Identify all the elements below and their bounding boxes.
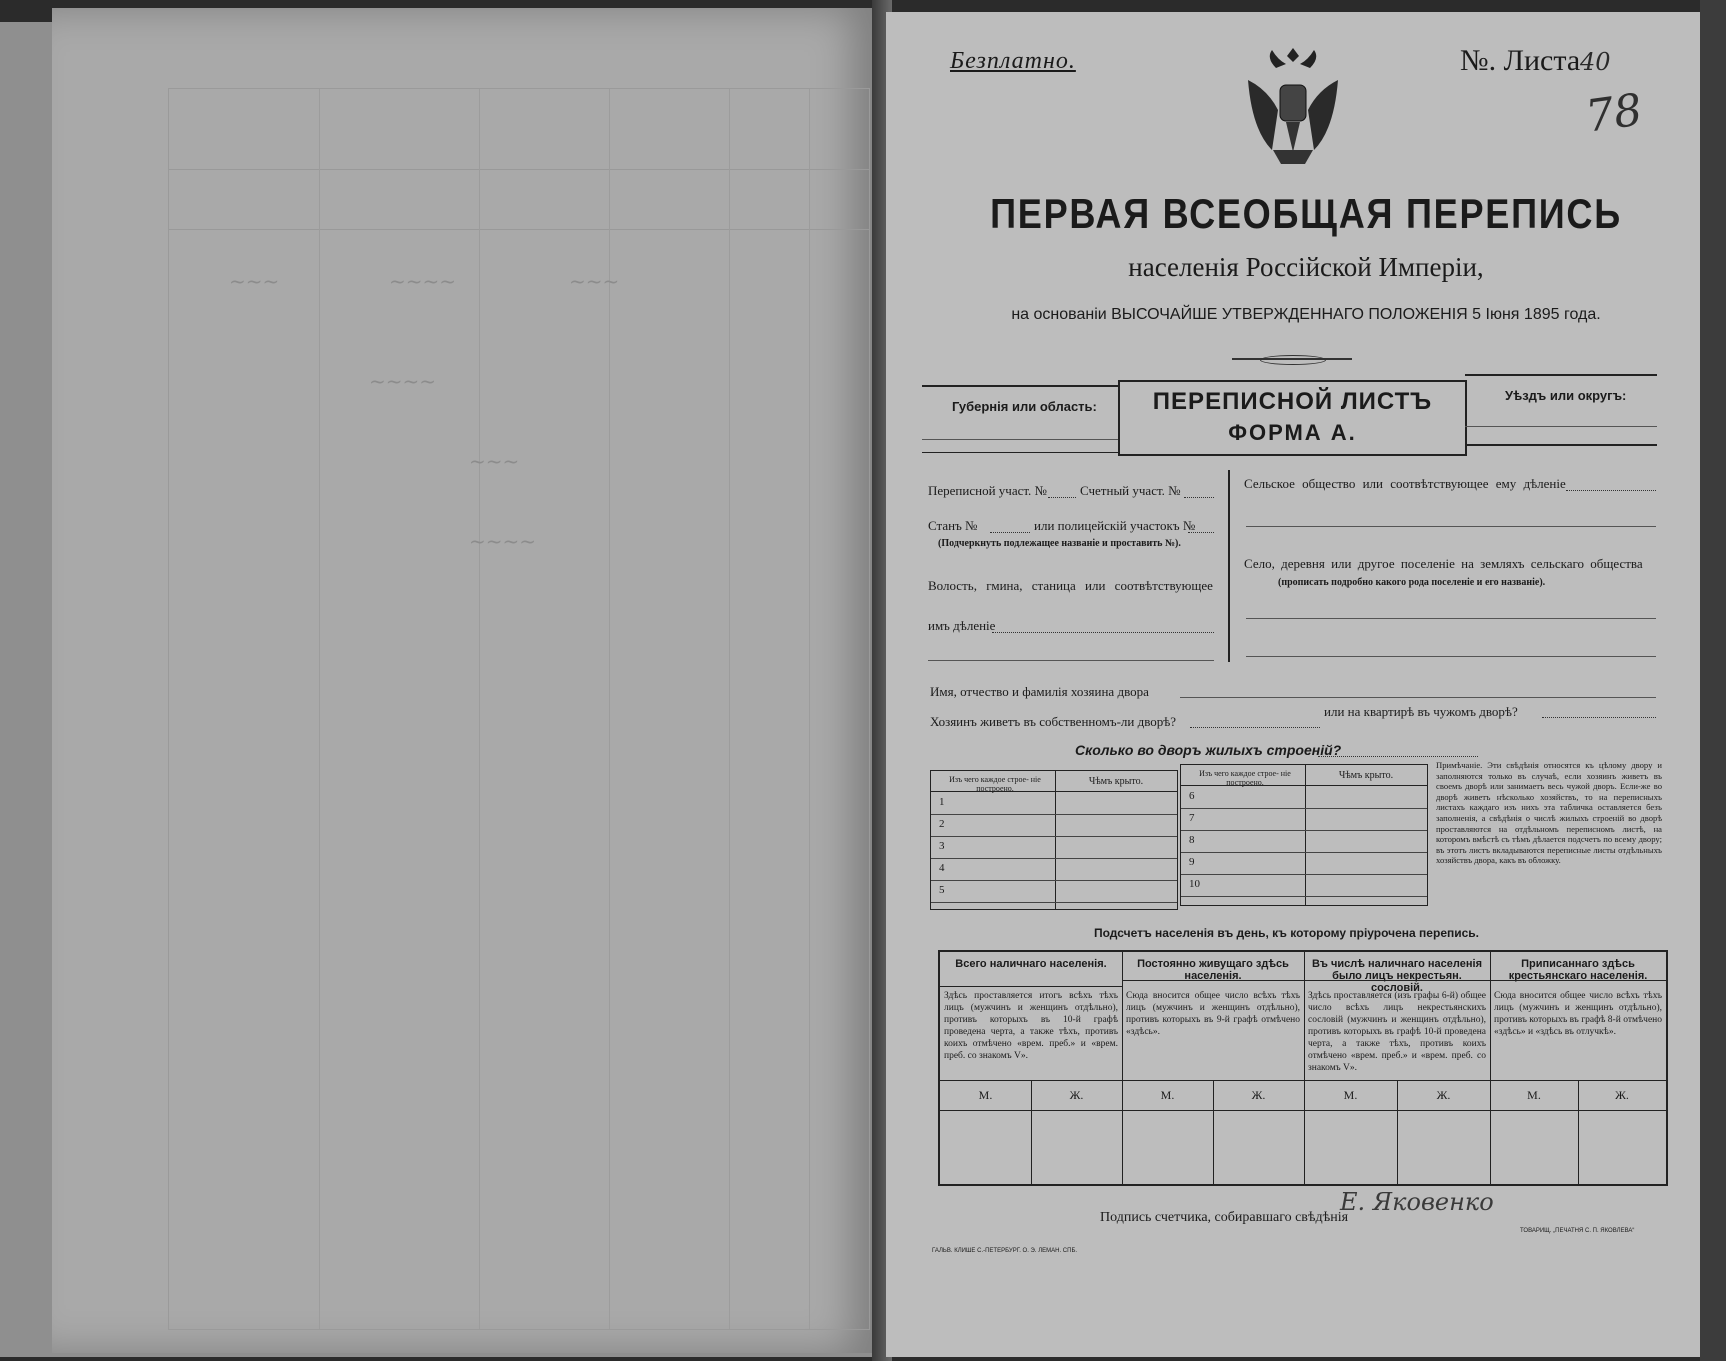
stan-label: Станъ № — [928, 518, 978, 533]
page-edge-right — [1700, 0, 1726, 1361]
col-roof-header-2: Чѣмъ крыто. — [1338, 770, 1394, 781]
building-row-number: 5 — [939, 884, 945, 896]
female-count-field[interactable] — [1033, 1114, 1120, 1180]
census-section-label: Переписной участ. № — [928, 483, 1047, 498]
population-column-title: Въ числѣ наличнаго населенія было лицъ некрестьян. сословій. — [1311, 958, 1482, 994]
female-column-label: Ж. — [1069, 1088, 1084, 1102]
form-title: ПЕРЕПИСНОЙ ЛИСТЪ — [1152, 388, 1433, 415]
female-count-field[interactable] — [1215, 1114, 1302, 1180]
district-label: Уѣздъ или округъ: — [1505, 388, 1627, 403]
building-row[interactable] — [1181, 853, 1427, 875]
buildings-field[interactable] — [1318, 756, 1478, 757]
building-row[interactable] — [1181, 875, 1427, 897]
count-section-label: Счетный участ. № — [1080, 483, 1181, 498]
male-count-field[interactable] — [1306, 1114, 1395, 1180]
location-divider — [1228, 470, 1230, 662]
police-label: или полицейскій участокъ № — [1034, 518, 1196, 533]
population-column-title: Постоянно живущаго здѣсь населенія. — [1137, 958, 1289, 982]
population-column — [1304, 952, 1491, 1184]
underline-note: (Подчеркнуть подлежащее названіе и проставить №). — [938, 538, 1181, 549]
population-column-desc: Здѣсь проставляется итогъ всѣхъ тѣхъ лицъ (мужчинъ и женщинъ отдѣльно), противъ которыхъ въ 10-й графѣ проведена черта, а также тѣхъ, противъ коихъ отмѣчено «врем. преб.» и «врем. преб. со знакомъ V». — [944, 991, 1118, 1061]
female-column-label: Ж. — [1436, 1088, 1451, 1102]
population-column-title: Приписаннаго здѣсь крестьянскаго населенія. — [1508, 958, 1648, 982]
male-count-field[interactable] — [942, 1114, 1029, 1180]
building-row[interactable] — [931, 793, 1177, 815]
population-column-desc: Сюда вносится общее число всѣхъ тѣхъ лицъ (мужчинъ и женщинъ отдѣльно), противъ которыхъ въ графѣ 8-й отмѣчено «здѣсь» и «здѣсь въ отлучкѣ». — [1494, 991, 1662, 1037]
volost-field[interactable] — [992, 632, 1214, 633]
population-column — [1122, 952, 1305, 1184]
building-row-number: 6 — [1189, 790, 1195, 802]
census-basis: на основаніи ВЫСОЧАЙШЕ УТВЕРЖДЕННАГО ПОЛОЖЕНІЯ 5 Іюня 1895 года. — [1011, 306, 1601, 323]
police-field[interactable] — [1188, 532, 1214, 533]
female-count-field[interactable] — [1580, 1114, 1664, 1180]
volost-label-2: имъ дѣленіе — [928, 618, 996, 633]
province-box — [922, 385, 1118, 453]
volost-field-2[interactable] — [928, 660, 1214, 661]
col-roof-header: Чѣмъ крыто. — [1088, 776, 1144, 787]
male-count-field[interactable] — [1124, 1114, 1211, 1180]
owner-name-label: Имя, отчество и фамилія хозяина двора — [930, 684, 1149, 699]
building-row[interactable] — [931, 815, 1177, 837]
printer-right: ТОВАРИЩ. „ПЕЧАТНЯ С. П. ЯКОВЛЕВА“ — [1520, 1228, 1635, 1234]
buildings-table-right — [1180, 764, 1428, 906]
rural-society-label: Сельское общество или соотвѣтствующее ему дѣленіе — [1244, 476, 1566, 491]
village-note: (прописать подробно какого рода поселеніе и его названіе). — [1278, 577, 1546, 588]
stan-field[interactable] — [990, 532, 1030, 533]
owner-name-field[interactable] — [1180, 697, 1656, 698]
printer-left: ГАЛЬВ. КЛИШЕ С.-ПЕТЕРБУРГ. О. Э. ЛЕМАН. СПБ. — [932, 1248, 1078, 1254]
imperial-eagle-emblem — [1228, 40, 1358, 170]
building-row[interactable] — [931, 881, 1177, 903]
or-rented-field[interactable] — [1542, 717, 1656, 718]
male-count-field[interactable] — [1492, 1114, 1576, 1180]
male-column-label: М. — [978, 1088, 993, 1102]
female-count-field[interactable] — [1399, 1114, 1488, 1180]
ornament-center — [1260, 355, 1326, 365]
village-field[interactable] — [1246, 618, 1656, 619]
building-row[interactable] — [1181, 787, 1427, 809]
sheet-label: №. Листа — [1460, 44, 1581, 77]
population-column-desc: Сюда вносится общее число всѣхъ тѣхъ лицъ (мужчинъ и женщинъ отдѣльно), противъ которыхъ въ 9-й графѣ отмѣчено «здѣсь». — [1126, 991, 1300, 1037]
building-row-number: 4 — [939, 862, 945, 874]
building-row-number: 7 — [1189, 812, 1195, 824]
buildings-table-left — [930, 770, 1178, 910]
population-column — [940, 952, 1123, 1184]
male-column-label: М. — [1343, 1088, 1358, 1102]
count-section-field[interactable] — [1184, 497, 1214, 498]
rural-society-field-2[interactable] — [1246, 526, 1656, 527]
signature-label: Подпись счетчика, собиравшаго свѣдѣнія — [1100, 1210, 1349, 1225]
building-row[interactable] — [931, 859, 1177, 881]
owner-lives-field[interactable] — [1190, 727, 1320, 728]
population-table — [938, 950, 1668, 1186]
building-row-number: 10 — [1189, 878, 1200, 890]
building-row-number: 3 — [939, 840, 945, 852]
left-page-ghost-form: ~~~ ~~~~ ~~~ ~~~~ ~~~ ~~~~ — [168, 88, 870, 1330]
form-type: ФОРМА А. — [1228, 420, 1357, 445]
population-heading: Подсчетъ населенія въ день, къ которому пріурочена перепись. — [1094, 926, 1479, 940]
building-row[interactable] — [1181, 831, 1427, 853]
col-material-header-2: Изъ чего каждое строе- ніе построено. — [1199, 769, 1291, 787]
female-column-label: Ж. — [1251, 1088, 1266, 1102]
form-title-box — [1118, 380, 1467, 456]
building-row-number: 8 — [1189, 834, 1195, 846]
male-column-label: М. — [1160, 1088, 1175, 1102]
volost-label: Волость, гмина, станица или соотвѣтствующее — [928, 578, 1213, 593]
population-column-desc: Здѣсь проставляется (изъ графы 6-й) общее число всѣхъ лицъ некрестьянскихъ сословій (мужчинъ и женщинъ отдѣльно), противъ которыхъ въ графѣ 10-й проведена черта, а также тѣхъ, противъ коихъ отмѣчено «врем. преб.» и «врем. преб. со знакомъ V». — [1308, 991, 1486, 1073]
or-rented-label: или на квартирѣ въ чужомъ дворѣ? — [1324, 704, 1518, 719]
owner-lives-label: Хозяинъ живетъ въ собственномъ-ли дворѣ? — [930, 714, 1177, 729]
census-subtitle: населенія Россійской Имперіи, — [1128, 252, 1484, 282]
rural-society-field[interactable] — [1566, 490, 1656, 491]
village-field-2[interactable] — [1246, 656, 1656, 657]
sheet-number-handwritten: 40 — [1580, 48, 1611, 76]
district-box — [1465, 374, 1657, 446]
population-column-title: Всего наличнаго населенія. — [955, 958, 1107, 970]
archive-number-handwritten: 78 — [1582, 84, 1646, 143]
building-row-number: 1 — [939, 796, 945, 808]
census-section-field[interactable] — [1048, 497, 1076, 498]
female-column-label: Ж. — [1615, 1088, 1629, 1102]
col-material-header: Изъ чего каждое строе- ніе построено. — [949, 775, 1041, 793]
census-main-title: ПЕРВАЯ ВСЕОБЩАЯ ПЕРЕПИСЬ — [990, 190, 1622, 237]
buildings-note: Примѣчаніе. Эти свѣдѣнія относятся къ цѣлому двору и заполняются только въ случаѣ, если хозяинъ живетъ въ своемъ дворѣ или занимаетъ весь чужой дворъ. Если-же во дворѣ живетъ нѣсколько хозяйствъ, то на переписныхъ листахъ каждаго изъ нихъ эта табличка оставляется безъ заполненія, а свѣдѣнія о числѣ жилыхъ строеній во дворѣ проставляются на отдѣльномъ переписномъ листѣ, на которомъ вмѣстѣ съ тѣмъ дѣлается подсчетъ по всему двору; въ этотъ листъ вкладываются переписные листы отдѣльныхъ хозяйствъ двора, какъ въ обложку. — [1436, 760, 1662, 866]
population-column — [1490, 952, 1666, 1184]
building-row-number: 9 — [1189, 856, 1195, 868]
counter-signature: Е. Яковенко — [1340, 1188, 1494, 1216]
province-label: Губернія или область: — [952, 399, 1097, 414]
building-row[interactable] — [1181, 809, 1427, 831]
village-label: Село, деревня или другое поселеніе на земляхъ сельскаго общества — [1244, 556, 1643, 571]
free-label: Безплатно. — [950, 48, 1076, 74]
buildings-question: Сколько во дворъ жилыхъ строеній? — [1075, 742, 1342, 758]
building-row[interactable] — [931, 837, 1177, 859]
male-column-label: М. — [1527, 1088, 1541, 1102]
building-row-number: 2 — [939, 818, 945, 830]
